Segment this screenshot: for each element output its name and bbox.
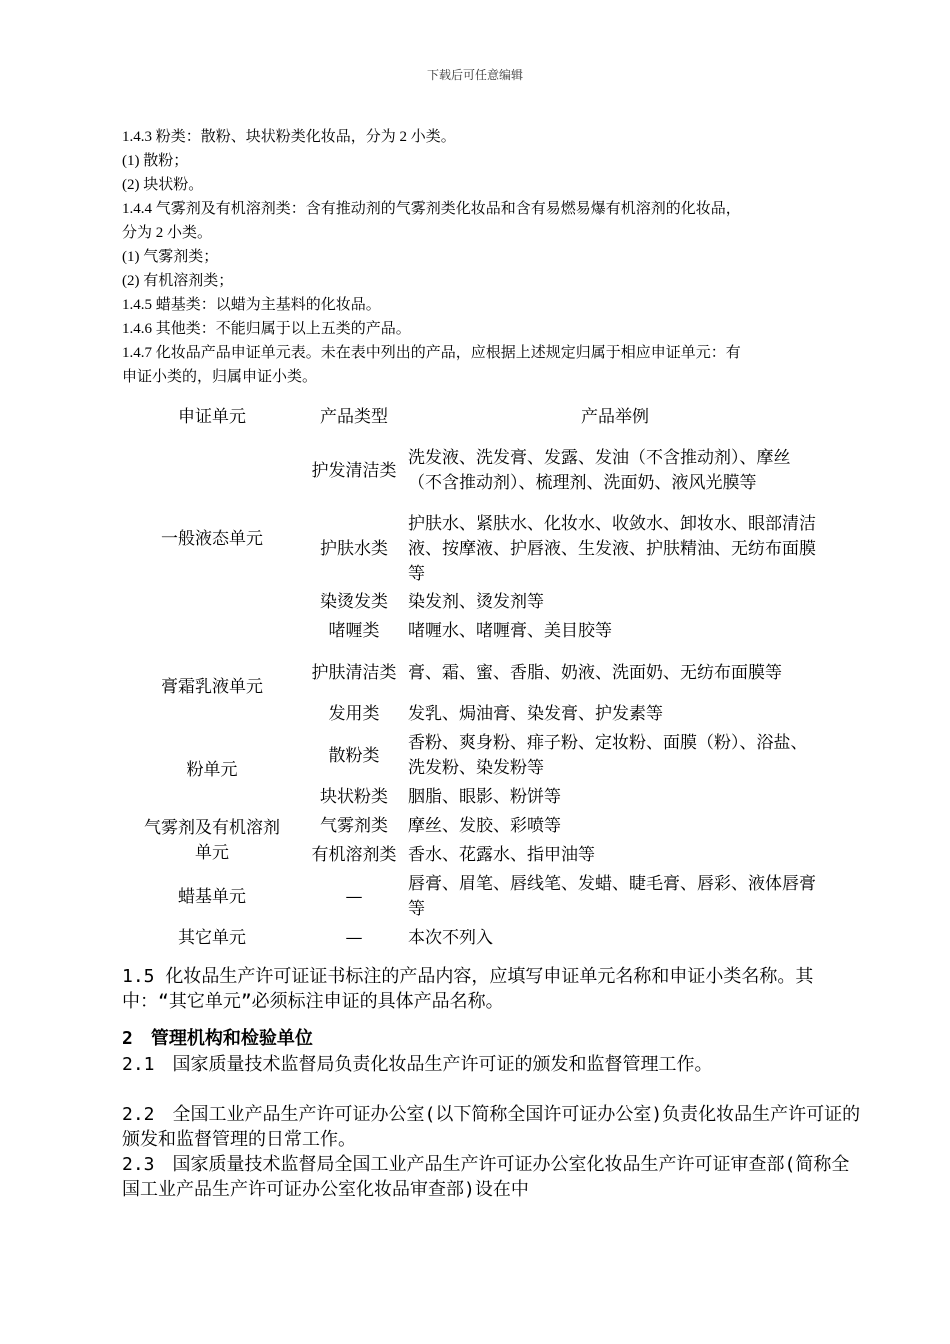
example-cell: 护肤水、紧肤水、化妆水、收敛水、卸妆水、眼部清洁液、按摩液、护唇液、生发液、护肤精油、无纺布面膜等 [408,513,816,584]
type-cell: — [345,886,363,907]
table-row [122,729,822,783]
text-line: 1.4.7 化妆品产品申证单元表。未在表中列出的产品，应根据上述规定归属于相应申证单元：有 [122,345,741,361]
text-line: (1) 散粉； [122,153,189,169]
example-cell: 摩丝、发胶、彩喷等 [408,816,561,836]
type-cell: 染烫发类 [320,592,388,612]
type-cell: 块状粉类 [320,787,388,807]
example-cell: 发乳、焗油膏、染发膏、护发素等 [408,704,663,724]
page-header: 下载后可任意编辑 [426,68,523,82]
section-1-5-paragraph: 1.5 化妆品生产许可证证书标注的产品内容，应填写申证单元名称和申证小类名称。其中：“其它单元”必须标注申证的具体产品名称。 [122,966,814,1012]
type-cell: 啫喱类 [328,621,380,641]
example-cell: 香粉、爽身粉、痱子粉、定妆粉、面膜（粉）、浴盐、洗发粉、染发粉等 [408,733,808,778]
example-cell: 洗发液、洗发膏、发露、发油（不含推动剂）、摩丝（不含推动剂）、梳理剂、洗面奶、液风光膜等 [408,448,791,493]
paragraph-2-2: 2.2 全国工业产品生产许可证办公室(以下简称全国许可证办公室)负责化妆品生产许可证的颁发和监督管理的日常工作。 [122,1104,861,1150]
table-header-cell: 产品举例 [581,406,649,427]
table-row [122,812,822,841]
example-cell: 染发剂、烫发剂等 [408,592,544,612]
paragraph-2-3: 2.3 国家质量技术监督局全国工业产品生产许可证办公室化妆品生产许可证审查部(简称全国工业产品生产许可证办公室化妆品审查部)设在中 [122,1154,850,1200]
text-line: 分为 2 小类。 [122,225,213,241]
table-row [122,646,822,700]
text-line: 1.4.5 蜡基类：以蜡为主基料的化妆品。 [122,297,381,313]
type-cell: 散粉类 [328,745,380,766]
table-header-cell: 申证单元 [178,406,246,427]
example-cell: 唇膏、眉笔、唇线笔、发蜡、睫毛膏、唇彩、液体唇膏等 [408,874,816,919]
table-header-cell: 产品类型 [320,406,388,427]
unit-cell: 粉单元 [186,760,238,780]
unit-cell: 膏霜乳液单元 [161,677,263,697]
unit-cell: 其它单元 [178,928,246,948]
paragraph-2-1: 2.1 国家质量技术监督局负责化妆品生产许可证的颁发和监督管理工作。 [122,1054,713,1075]
type-cell: 护肤清洁类 [311,662,397,683]
table-row [122,924,822,953]
type-cell: 气雾剂类 [320,816,388,836]
example-cell: 膏、霜、蜜、香脂、奶液、洗面奶、无纺布面膜等 [408,662,782,683]
section-1-4-text [122,125,822,389]
type-cell: 护肤水类 [320,538,388,559]
unit-cell: 一般液态单元 [161,528,263,549]
type-cell: 护发清洁类 [311,460,397,481]
section-2-heading: 2 管理机构和检验单位 [122,1028,313,1049]
example-cell: 香水、花露水、指甲油等 [408,845,595,865]
table-header-row [122,402,822,432]
type-cell: — [345,928,363,948]
text-line: 申证小类的，归属申证小类。 [122,369,318,385]
text-line: (2) 有机溶剂类； [122,273,234,289]
example-cell: 啫喱水、啫喱膏、美目胶等 [408,621,612,641]
example-cell: 本次不列入 [408,928,493,948]
text-line: 1.4.6 其他类：不能归属于以上五类的产品。 [122,321,411,337]
text-line: 1.4.3 粉类：散粉、块状粉类化妆品，分为 2 小类。 [122,129,456,145]
example-cell: 胭脂、眼影、粉饼等 [408,787,561,807]
text-line: (1) 气雾剂类； [122,249,219,265]
unit-cell: 蜡基单元 [178,886,246,907]
type-cell: 发用类 [328,704,380,724]
text-line: (2) 块状粉。 [122,177,204,193]
unit-cell: 气雾剂及有机溶剂单元 [144,818,280,863]
table-row [122,432,822,510]
table-row [122,870,822,924]
product-unit-table [122,402,822,953]
text-line: 1.4.4 气雾剂及有机溶剂类：含有推动剂的气雾剂类化妆品和含有易燃易爆有机溶剂的化妆品， [122,201,741,217]
type-cell: 有机溶剂类 [311,845,397,865]
